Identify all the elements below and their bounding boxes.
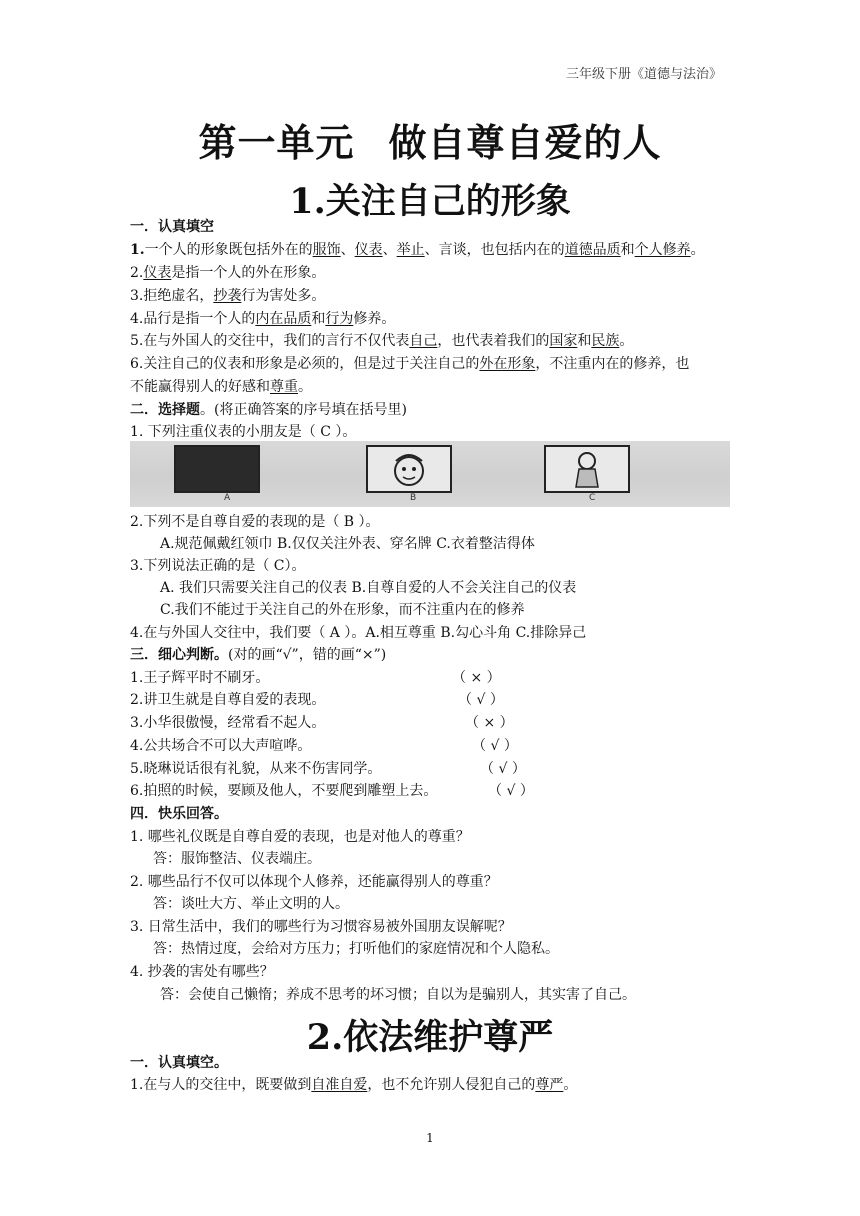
fill-question-5: 5.在与外国人的交往中，我们的言行不仅代表自己，也代表着我们的国家和民族。 [130,333,634,349]
judge-answer-1: （ × ） [452,670,501,686]
fill-question-3: 3.拒绝虚名，抄袭行为害处多。 [130,288,326,304]
section-4-heading: 四．快乐回答。 [130,806,228,822]
page-number: 1 [426,1131,434,1145]
answer-blank: 尊严 [535,1077,564,1093]
choice-question-3-option-c: C.我们不能过于关注自己的外在形象，而不注重内在的修养 [160,602,525,618]
answer-4: 答：会使自己懒惰；养成不思考的坏习惯；自以为是骗别人，其实害了自己。 [160,987,636,1003]
choice-question-3: 3.下列说法正确的是（ C）。 [130,558,306,574]
lesson-2-title: 2.依法维护尊严 [306,1017,554,1058]
page-header: 三年级下册《道德与法治》 [565,67,722,82]
fill-question-6-line-1: 6.关注自己的仪表和形象是必须的，但是过于关注自己的外在形象，不注重内在的修养，也 [130,356,690,372]
judge-question-2: 2.讲卫生就是自尊自爱的表现。 [130,692,326,708]
answer-question-3: 3. 日常生活中，我们的哪些行为习惯容易被外国朋友误解呢？ [130,919,512,935]
judge-answer-3: （ × ） [465,715,514,731]
option-c-label: C [589,493,596,503]
section-1-heading: 一．认真填空 [130,219,214,235]
section-3-heading: 三．细心判断。(对的画“√”，错的画“×”) [130,647,387,663]
unit-title-name: 做自尊自爱的人 [388,120,662,165]
judge-question-4: 4.公共场合不可以大声喧哗。 [130,738,312,754]
lesson-2-fill-question-1: 1.在与人的交往中，既要做到自准自爱，也不允许别人侵犯自己的尊严。 [130,1077,578,1093]
answer-blank: 仪表 [143,265,172,281]
answer-blank: 尊重 [270,379,298,395]
fill-question-1: 1.一个人的形象既包括外在的服饰、仪表、举止、言谈，也包括内在的道德品质和个人修养。 [130,242,705,258]
choice-question-3-options-ab: A. 我们只需要关注自己的仪表 B.自尊自爱的人不会关注自己的仪表 [160,580,577,596]
unit-title-number: 第一单元 [198,120,355,165]
answer-blank: 抄袭 [213,288,242,304]
choice-question-2: 2.下列不是自尊自爱的表现的是（ B ）。 [130,514,380,530]
answer-blank: 仪表 [354,242,383,258]
unit-title [0,112,860,167]
judge-answer-2: （ √ ） [458,692,504,708]
answer-blank: 个人修养 [634,242,691,258]
judge-answer-4: （ √ ） [472,738,518,754]
fill-question-2: 2.仪表是指一个人的外在形象。 [130,265,326,281]
choice-question-2-options: A.规范佩戴红领巾 B.仅仅关注外表、穿名牌 C.衣着整洁得体 [160,536,535,552]
lesson-2-section-1-heading: 一．认真填空。 [130,1055,228,1071]
option-b-picture [366,445,452,493]
answer-blank: 自准自爱 [311,1077,368,1093]
option-a-label: A [224,493,231,503]
choice-question-1: 1. 下列注重仪表的小朋友是（ C ）。 [130,424,357,440]
answer-2: 答：谈吐大方、举止文明的人。 [153,896,349,912]
judge-question-6: 6.拍照的时候，要顾及他人，不要爬到雕塑上去。 [130,783,438,799]
answer-blank: 行为 [325,311,354,327]
answer-blank: 服饰 [312,242,341,258]
judge-question-1: 1.王子辉平时不刷牙。 [130,670,270,686]
judge-answer-6: （ √ ） [488,783,534,799]
option-a-picture [174,445,260,493]
fill-question-4: 4.品行是指一个人的内在品质和行为修养。 [130,311,396,327]
lesson-1-title: 1.关注自己的形象 [289,181,571,222]
answer-blank: 民族 [591,333,620,349]
answer-question-2: 2. 哪些品行不仅可以体现个人修养，还能赢得别人的尊重？ [130,874,498,890]
answer-blank: 自己 [409,333,438,349]
judge-answer-5: （ √ ） [480,761,526,777]
judge-question-5: 5.晓琳说话很有礼貌，从来不伤害同学。 [130,761,382,777]
option-b-label: B [410,493,417,503]
answer-blank: 内在品质 [255,311,312,327]
judge-question-3: 3.小华很傲慢，经常看不起人。 [130,715,326,731]
section-2-heading: 二．选择题。(将正确答案的序号填在括号里) [130,402,407,418]
answer-blank: 外在形象 [479,356,536,372]
answer-1: 答：服饰整洁、仪表端庄。 [153,851,321,867]
choice-question-4: 4.在与外国人交往中，我们要（ A ）。A.相互尊重 B.勾心斗角 C.排除异己 [130,625,587,641]
answer-3: 答：热情过度，会给对方压力；打听他们的家庭情况和个人隐私。 [153,941,559,957]
option-c-picture [544,445,630,493]
answer-blank: 举止 [396,242,425,258]
choice-question-1-photo [130,441,730,507]
answer-question-1: 1. 哪些礼仪既是自尊自爱的表现，也是对他人的尊重？ [130,829,470,845]
answer-question-4: 4. 抄袭的害处有哪些？ [130,964,274,980]
fill-question-6-line-2: 不能赢得别人的好感和尊重。 [130,379,312,395]
answer-blank: 国家 [549,333,578,349]
answer-blank: 道德品质 [564,242,621,258]
